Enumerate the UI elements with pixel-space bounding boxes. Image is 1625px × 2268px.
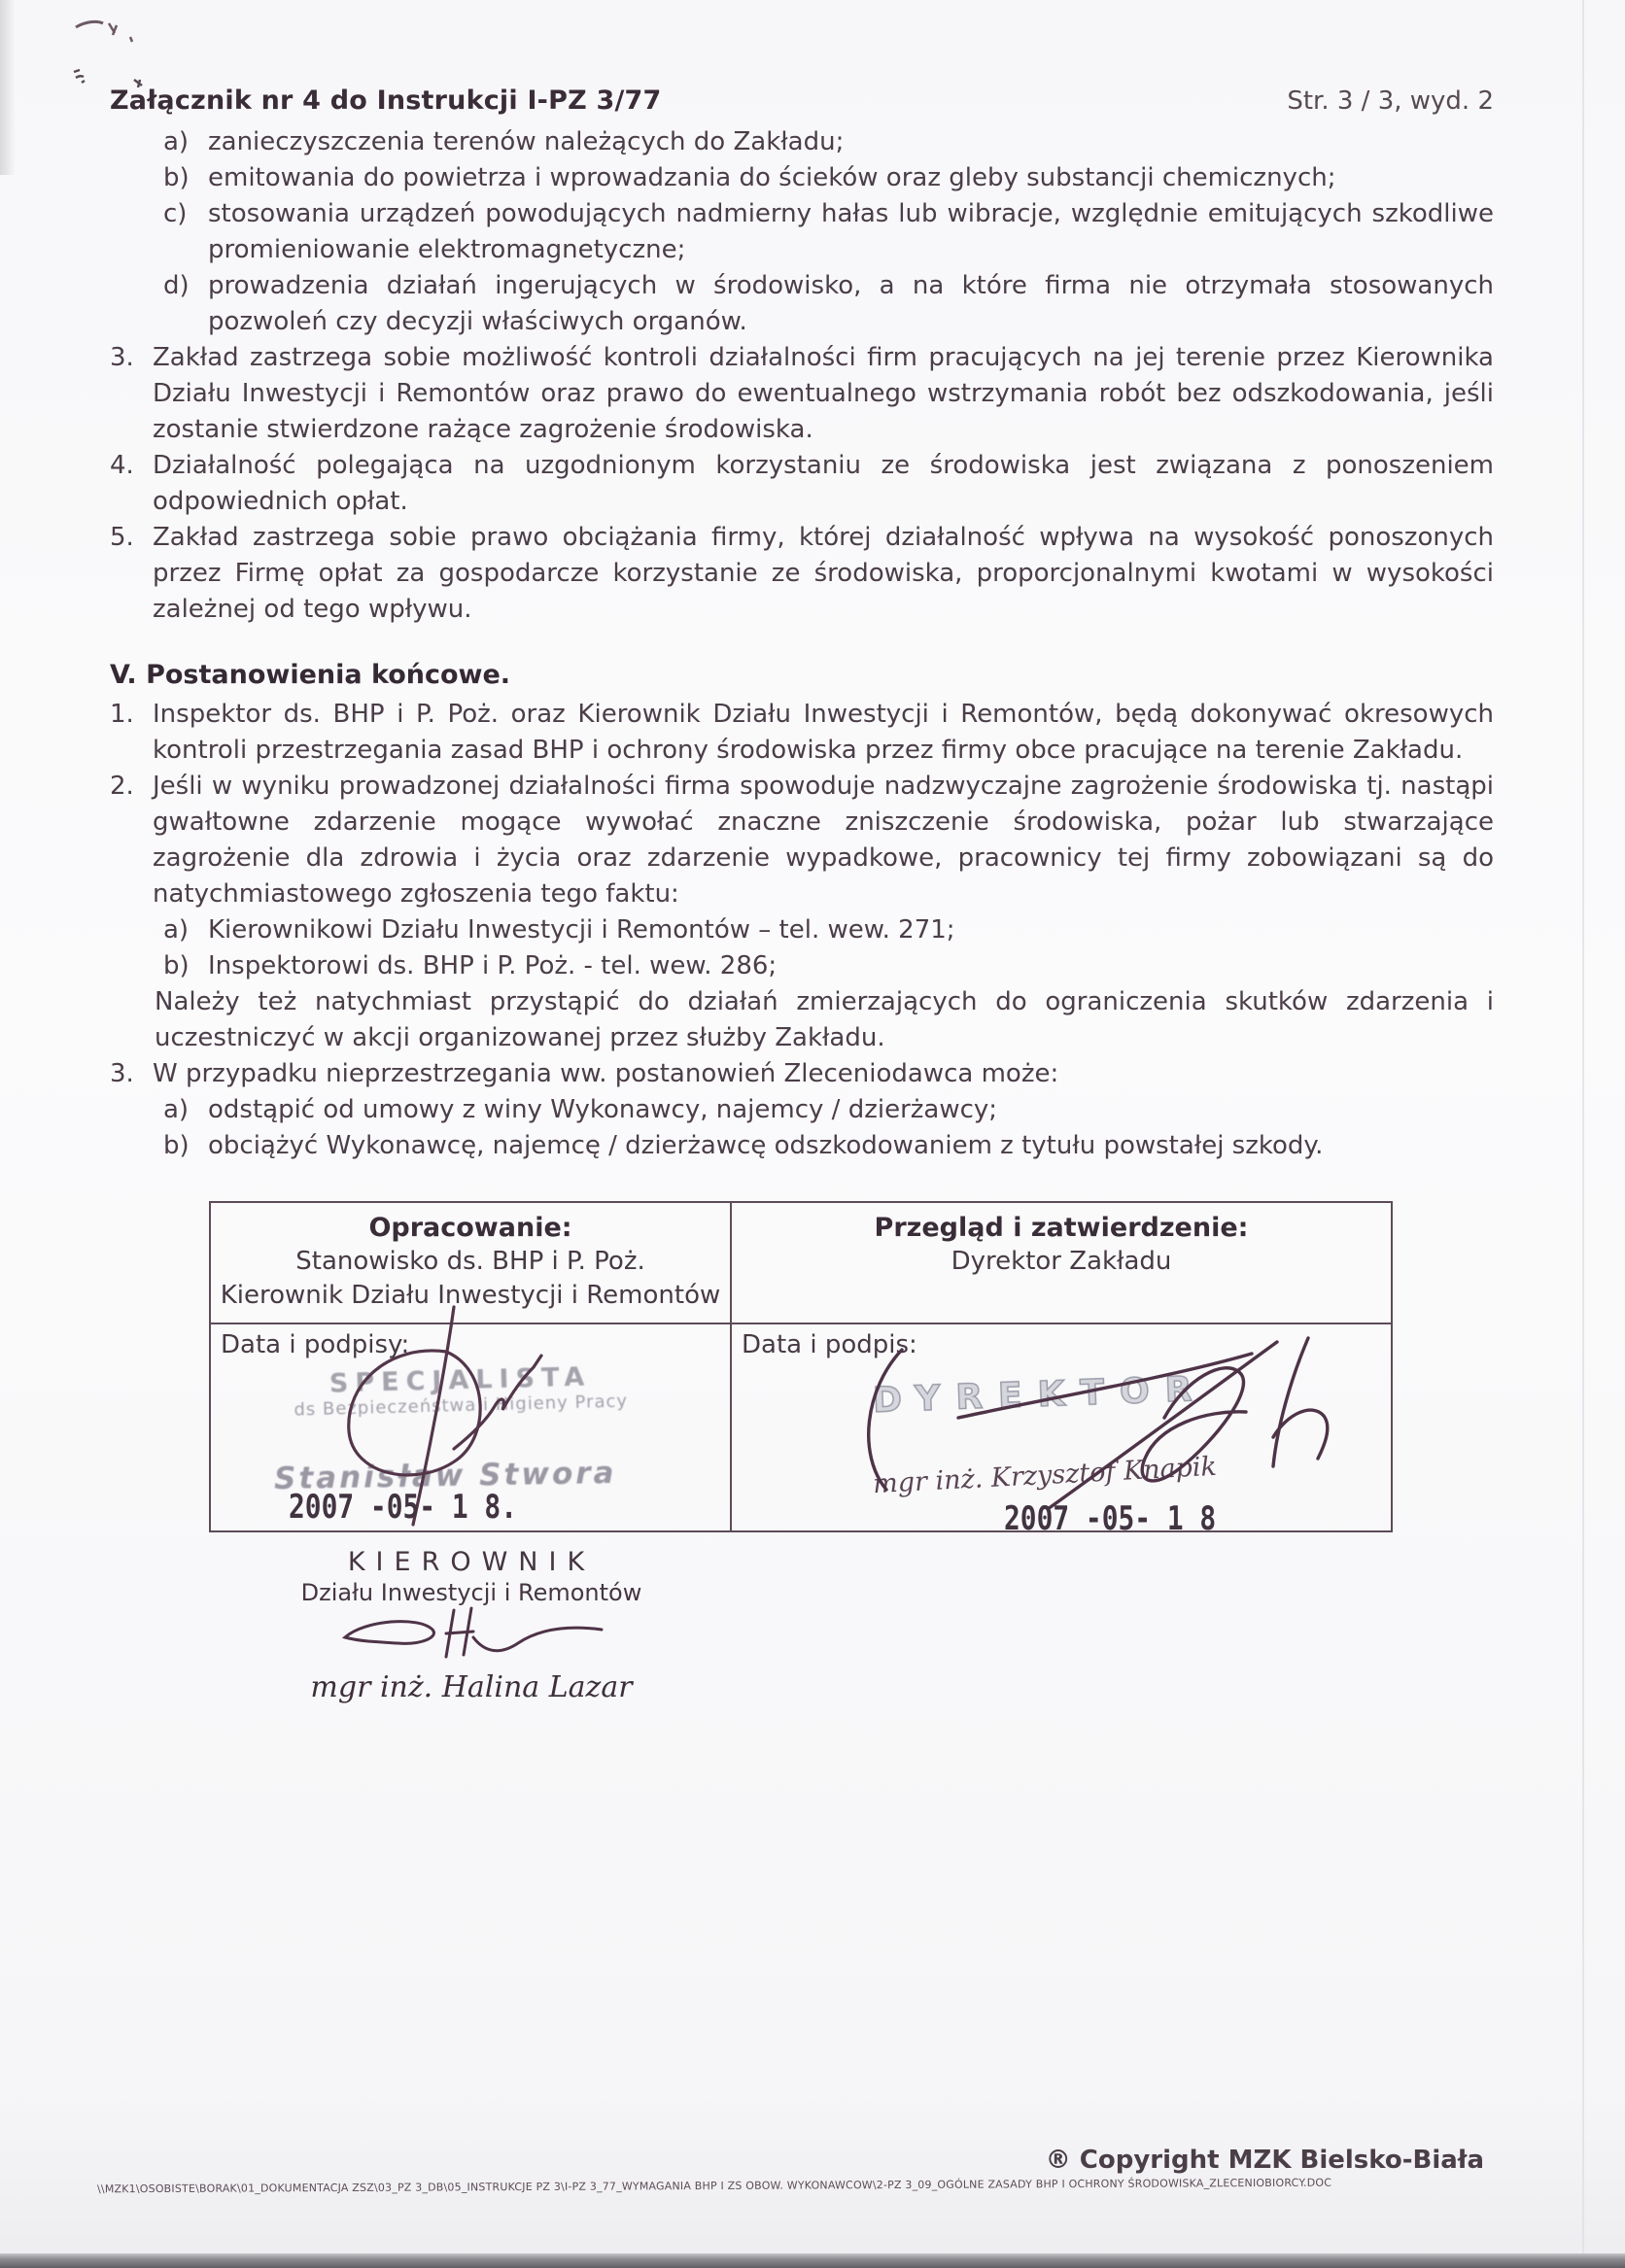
signature-halina-lazar (326, 1606, 617, 1665)
list-text: odstąpić od umowy z winy Wykonawcy, najemcy / dzierżawcy; (208, 1095, 998, 1124)
list-marker: 2. (110, 772, 134, 801)
kierownik-stamp-line2: Działu Inwestycji i Remontów (300, 1579, 642, 1606)
kierownik-stamp-line1: KIEROWNIK (347, 1547, 596, 1577)
approval-table (209, 1201, 1393, 1538)
v-item-2-continuation: Należy też natychmiast przystąpić do działań zmierzających do ograniczenia skutków zdarzenia i uczestniczyć w akcji organizowanej przez służby Zakładu. (155, 987, 1494, 1052)
footer-copyright: ® Copyright MZK Bielsko-Biała (1045, 2146, 1484, 2175)
specialist-stamp: SPECJALISTA ds Bezpieczeństwa i Higieny Pracy (294, 1361, 629, 1421)
list-text: Jeśli w wyniku prowadzonej działalności firma spowoduje nadzwyczajne zagrożenie środowiska tj. nastąpi gwałtowne zdarzenie mogące wywołać znaczne zniszczenie środowiska, pożar lub stwarzające zagrożenie dla zdrowia i życia oraz zdarzenie wypadkowe, pracownicy tej firmy zobowiązani są do natychmiastowego zgłoszenia tego faktu: (153, 772, 1494, 909)
list-marker: 3. (110, 343, 134, 372)
przeglad-line1: Dyrektor Zakładu (951, 1247, 1172, 1276)
list-item-c (163, 196, 1494, 268)
list-text: Inspektor ds. BHP i P. Poż. oraz Kierownik Działu Inwestycji i Remontów, będą dokonywać okresowych kontroli przestrzegania zasad BHP i ochrony środowiska przez firmy obce pracujące na terenie Zakładu. (153, 700, 1494, 765)
list-item-d (163, 268, 1494, 340)
list-marker: d) (163, 271, 190, 300)
list-marker: b) (163, 951, 190, 980)
list-marker: c) (163, 199, 188, 228)
v-item-3 (110, 1056, 1494, 1092)
list-text: W przypadku nieprzestrzegania ww. postanowień Zleceniodawca może: (153, 1059, 1059, 1088)
date-stamp-right: 2007 -05- 1 8 (1004, 1499, 1217, 1538)
date-stamp-left: 2007 -05- 1 8. (289, 1488, 517, 1527)
list-text: stosowania urządzeń powodujących nadmierny hałas lub wibracje, względnie emitujących szkodliwe promieniowanie elektromagnetyczne; (208, 199, 1494, 264)
list-text: Zakład zastrzega sobie możliwość kontroli działalności firm pracujących na jej terenie przez Kierownika Działu Inwestycji i Remontów oraz prawo do ewentualnego wstrzymania robót bez odszkodowania, jeśli zostanie stwierdzone rażące zagrożenie środowiska. (153, 343, 1494, 444)
przeglad-title: Przegląd i zatwierdzenie: (874, 1213, 1249, 1243)
opracowanie-line1: Stanowisko ds. BHP i P. Poż. (295, 1247, 645, 1276)
list-text: Inspektorowi ds. BHP i P. Poż. - tel. wew. 286; (208, 951, 778, 980)
list-text: emitowania do powietrza i wprowadzania do ścieków oraz gleby substancji chemicznych; (208, 163, 1336, 192)
document-body (110, 124, 1494, 1164)
attachment-title: Załącznik nr 4 do Instrukcji I-PZ 3/77 (110, 86, 662, 116)
v-item-3b (163, 1128, 1494, 1164)
section-heading-v: V. Postanowienia końcowe. (110, 660, 511, 690)
opracowanie-line2: Kierownik Działu Inwestycji i Remontów (220, 1281, 721, 1310)
scan-edge-line (1582, 0, 1584, 2268)
list-text: obciążyć Wykonawcę, najemcę / dzierżawcę odszkodowaniem z tytułu powstałej szkody. (208, 1131, 1324, 1160)
v-item-2 (110, 769, 1494, 912)
list-item-b (163, 160, 1494, 196)
list-marker: a) (163, 1095, 190, 1124)
list-marker: 1. (110, 700, 134, 729)
opracowanie-title: Opracowanie: (368, 1213, 572, 1243)
page-header (110, 86, 1494, 116)
v-item-2a (163, 912, 1494, 948)
signature-director (844, 1324, 1368, 1519)
numbered-item-3 (110, 340, 1494, 448)
numbered-item-5 (110, 520, 1494, 628)
cell-signature-right (731, 1323, 1392, 1538)
footer-file-path: \\MZK1\OSOBISTE\BORAK\01_DOKUMENTACJA ZSZ\03_PZ 3_DB\05_INSTRUKCJE PZ 3\I-PZ 3_77_WYMAGANIA BHP I ZS OBOW. WYKONAWCOW\2-PZ 3_09_OGÓLNE ZASADY BHP I OCHRONY ŚRODOWISKA_ZLECENIOBIORCY.DOC (96, 2176, 1332, 2196)
cell-signature-left (210, 1323, 731, 1531)
list-marker: a) (163, 915, 190, 945)
scan-edge-shadow (0, 0, 16, 175)
list-text: Kierownikowi Działu Inwestycji i Remontów – tel. wew. 271; (208, 915, 955, 945)
page-number: Str. 3 / 3, wyd. 2 (1287, 86, 1494, 116)
list-marker: 4. (110, 451, 134, 480)
list-marker: 5. (110, 523, 134, 552)
list-marker: b) (163, 163, 190, 192)
name-stamp-krzysztof-knapik: mgr inż. Krzysztof Knapik (872, 1451, 1218, 1500)
table-signature-row (210, 1323, 1392, 1531)
list-text: Działalność polegająca na uzgodnionym korzystaniu ze środowiska jest związana z ponoszeniem odpowiednich opłat. (153, 451, 1494, 516)
list-marker: a) (163, 127, 190, 156)
name-stamp-stanislaw-stwora: Stanisław Stwora (273, 1455, 617, 1497)
list-marker: b) (163, 1131, 190, 1160)
list-text: prowadzenia działań ingerujących w środowisko, a na które firma nie otrzymała stosowanych pozwoleń czy decyzji właściwych organów. (208, 271, 1494, 336)
kierownik-stamp-block (287, 1547, 656, 1704)
list-text: Zakład zastrzega sobie prawo obciążania firmy, której działalność wpływa na wysokość ponoszonych przez Firmę opłat za gospodarcze korzystanie ze środowiska, proporcjonalnymi kwotami w wysokości zależnej od tego wpływu. (153, 523, 1494, 624)
dyrektor-stamp: DYREKTOR (872, 1369, 1209, 1421)
name-stamp-halina-lazar: mgr inż. Halina Lazar (310, 1670, 633, 1704)
cell-przeglad (731, 1202, 1392, 1323)
list-marker: 3. (110, 1059, 134, 1088)
date-signature-label-right: Data i podpis: (742, 1330, 917, 1359)
scan-bottom-edge (0, 2253, 1625, 2268)
v-item-1 (110, 697, 1494, 769)
v-item-2b (163, 948, 1494, 984)
date-signatures-label-left: Data i podpisy: (221, 1330, 410, 1359)
list-text: zanieczyszczenia terenów należących do Zakładu; (208, 127, 845, 156)
v-item-3a (163, 1092, 1494, 1128)
numbered-item-4 (110, 448, 1494, 520)
list-item-a (163, 124, 1494, 160)
